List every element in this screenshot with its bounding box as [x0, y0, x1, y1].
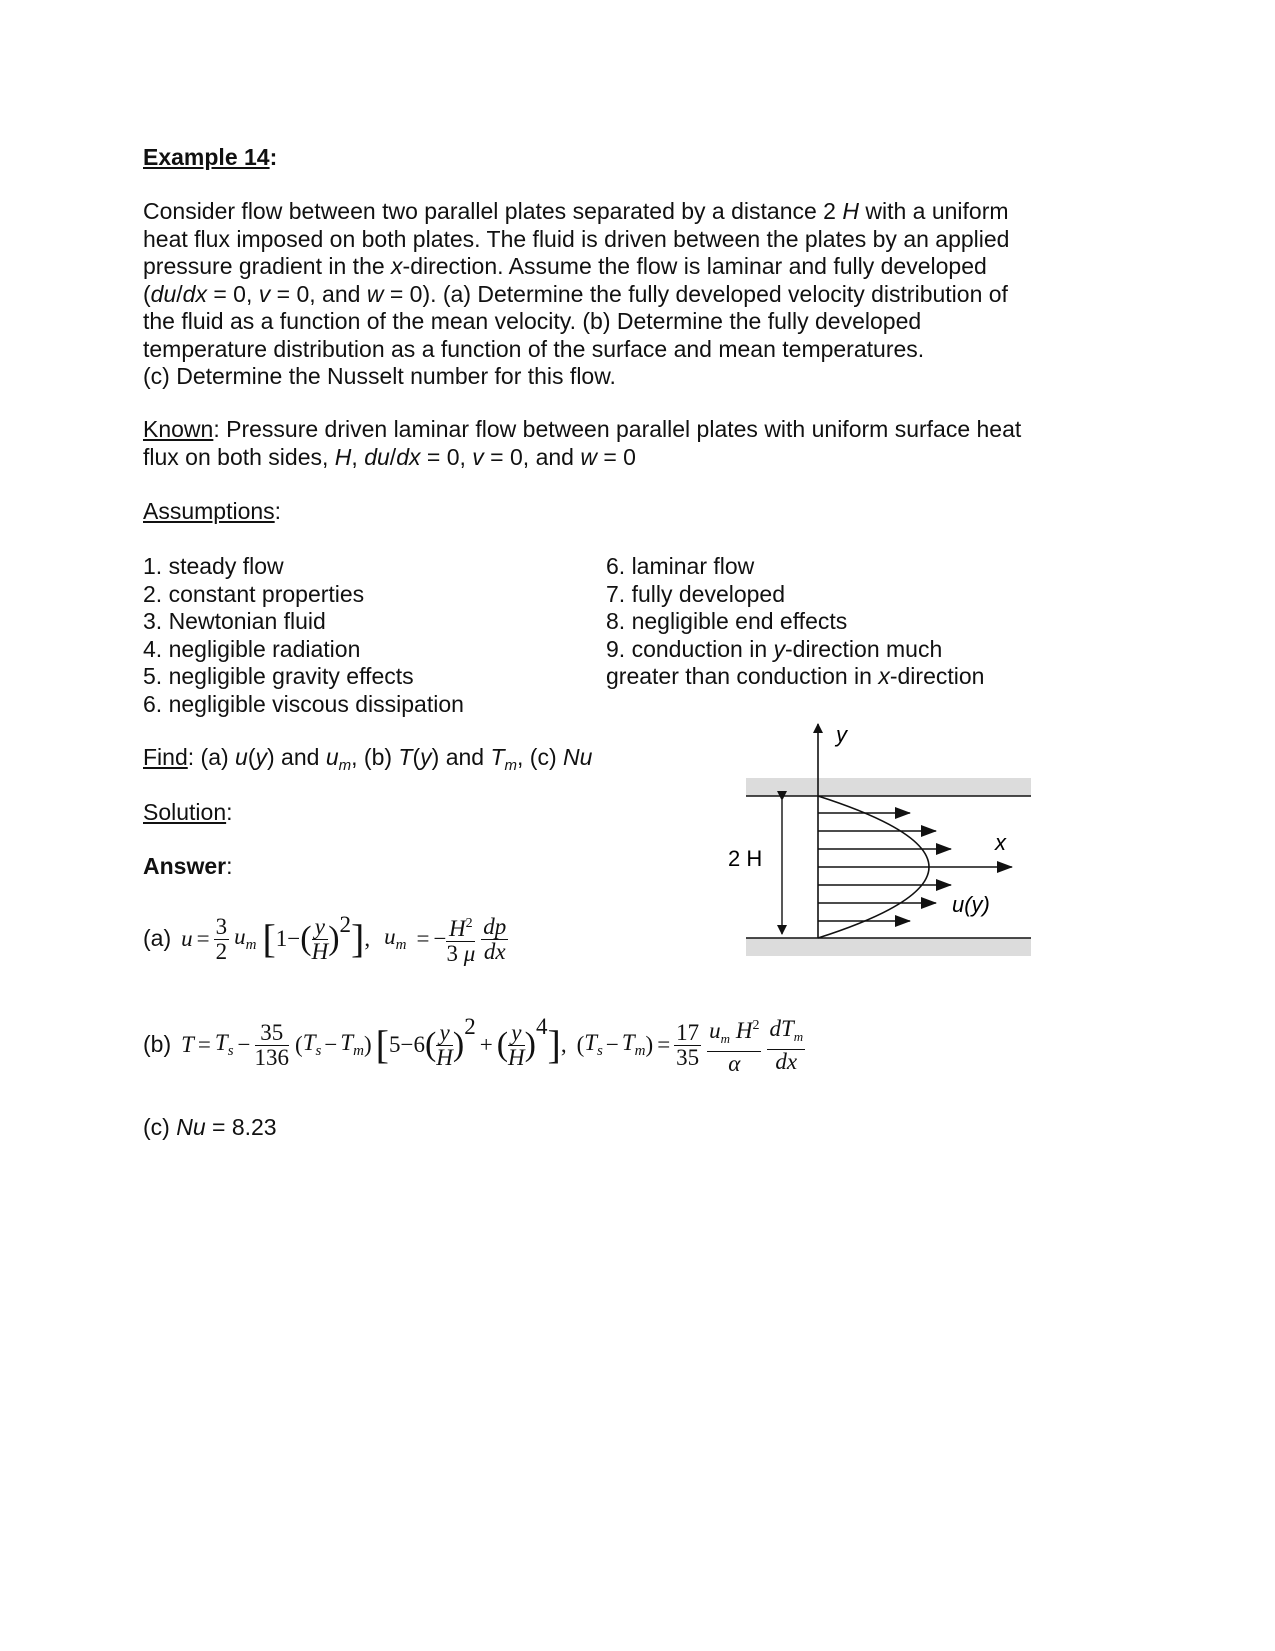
known-label: Known: [143, 416, 214, 442]
y-axis-label: y: [836, 722, 847, 747]
problem-line: Consider flow between two parallel plates separated by a distance 2 H with a uniform: [143, 198, 1009, 224]
list-item: 7. fully developed: [606, 580, 786, 607]
equation-a: (a) u = $\frac{3}{2}$ $u_m$ [ 1 − ( $\frac{y}{H}$ ) 2 ] , $u_m$ = − $\frac{H^2}{3 \mu}$ $\frac{dp}{dx}$: [143, 912, 507, 966]
list-item: 6. laminar flow: [606, 553, 755, 579]
answer-c: (c) Nu = 8.23: [143, 1114, 277, 1140]
page-title: Example 14:: [143, 144, 278, 170]
problem-line: (c) Determine the Nusselt number for this flow.: [143, 363, 616, 389]
list-item: 3. Newtonian fluid: [143, 608, 326, 634]
list-item: 5. negligible gravity effects: [143, 663, 414, 689]
problem-line: pressure gradient in the x-direction. Assume the flow is laminar and fully developed: [143, 253, 987, 279]
find-line: Find: (a) u(y) and $u_m$, (b) T(y) and $T_m$, (c) Nu: [143, 744, 593, 774]
list-item: 8. negligible end effects: [606, 608, 848, 634]
solution-heading: Solution:: [143, 799, 233, 825]
top-plate: [746, 778, 1031, 796]
problem-statement: [143, 198, 1143, 391]
assumptions-heading: Assumptions:: [143, 498, 282, 524]
problem-line: the fluid as a function of the mean velocity. (b) Determine the fully developed: [143, 308, 922, 334]
equation-b: (b) T = $T_s$ − $\frac{35}{136}$ ( $T_s$ − $T_m$ ) [ 5 − 6 ( $\frac{y}{H}$ ) 2 + ( $\frac{y}{H}$ ) 4 ] , ( $T_s$ − $T_m$ ) = $\frac{17}{35}$ $\frac{u_m H^2}{\alpha}$ $\frac{dT_m}{dx}$: [143, 1014, 804, 1076]
profile-label: u(y): [952, 892, 990, 917]
list-item: 2. constant properties: [143, 580, 365, 607]
x-axis-label: x: [995, 830, 1006, 855]
problem-line: temperature distribution as a function of the surface and mean temperatures.: [143, 335, 925, 362]
flow-diagram: [728, 720, 1040, 970]
assumptions-left-list: [143, 553, 464, 718]
answer-heading: Answer:: [143, 853, 233, 879]
problem-line: heat flux imposed on both plates. The fluid is driven between the plates by an applied: [143, 225, 1010, 252]
assumptions-right-list: [606, 553, 984, 691]
list-item: 6. negligible viscous dissipation: [143, 690, 464, 717]
list-item: 4. negligible radiation: [143, 635, 361, 662]
problem-line: (du/dx = 0, v = 0, and w = 0). (a) Determine the fully developed velocity distribution of: [143, 280, 1008, 307]
bottom-plate: [746, 938, 1031, 956]
list-item: greater than conduction in x-direction: [606, 663, 985, 689]
height-label: 2 H: [728, 846, 763, 871]
known-section: Known: Pressure driven laminar flow between parallel plates with uniform surface heat flux on both sides, H, du/dx = 0, v = 0, and w = 0: [143, 416, 1022, 470]
list-item: 1. steady flow: [143, 553, 284, 579]
list-item: 9. conduction in y-direction much: [606, 635, 943, 662]
